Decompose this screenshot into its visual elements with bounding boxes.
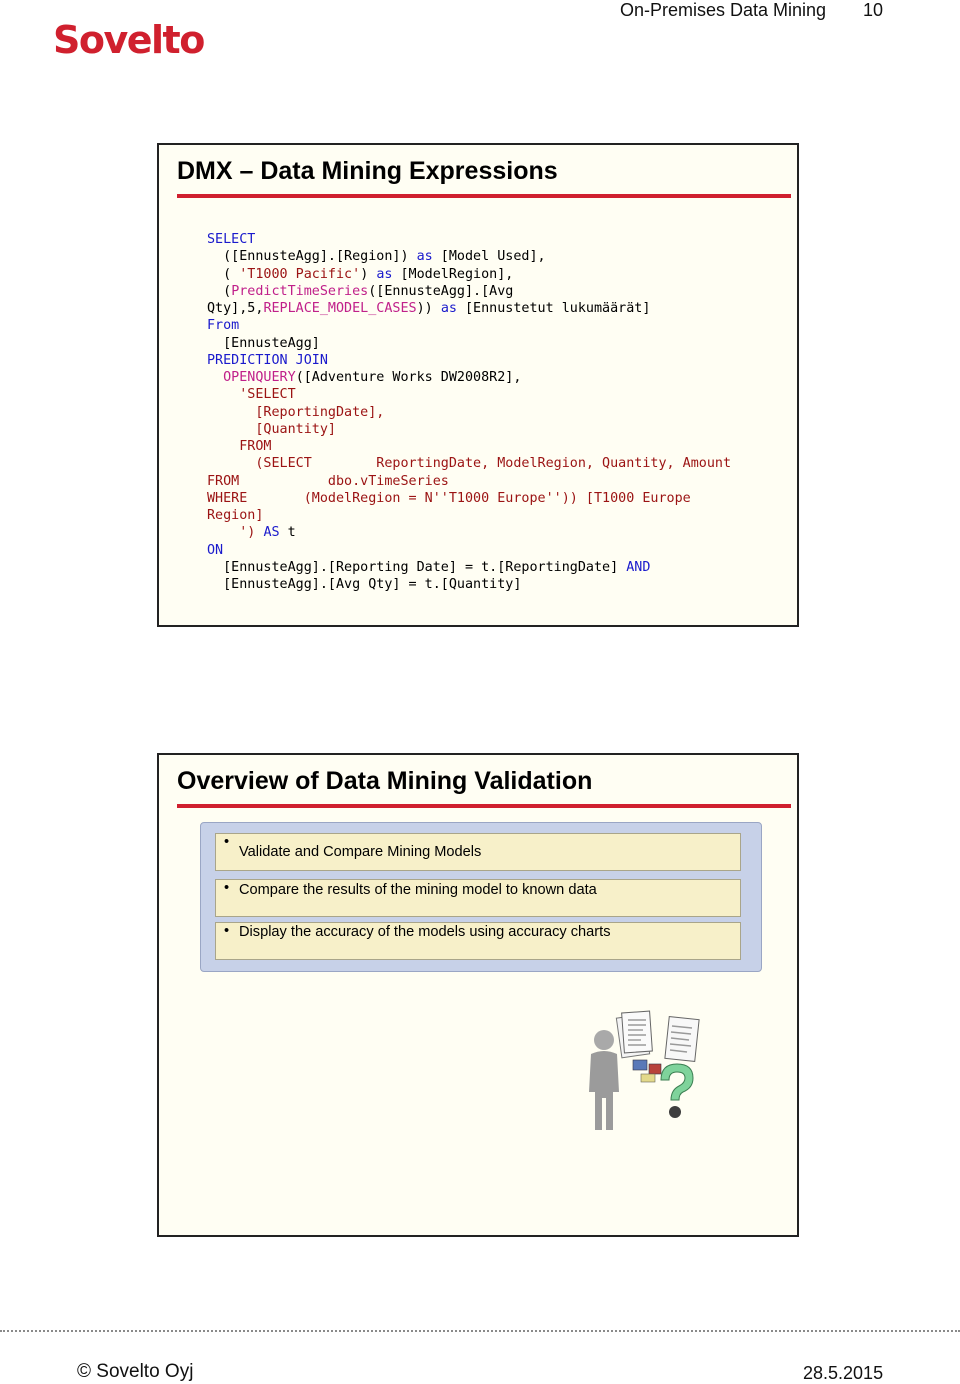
person-icon	[589, 1030, 619, 1130]
code-line: FROM	[207, 439, 272, 454]
code-line: OPENQUERY([Adventure Works DW2008R2],	[223, 370, 522, 385]
code-line: 'SELECT	[207, 387, 296, 403]
slide-dmx	[157, 143, 799, 627]
person-documents-question-icon	[583, 1008, 713, 1138]
dmx-code-block	[207, 231, 731, 593]
code-line: ([EnnusteAgg].[Region]) as [Model Used],	[207, 249, 546, 265]
code-line: SELECT	[207, 232, 256, 247]
code-line: FROM dbo.vTimeSeries	[207, 473, 449, 489]
document-title: On-Premises Data Mining	[620, 0, 827, 20]
slide-title: DMX – Data Mining Expressions	[177, 157, 558, 185]
bullet-item: • Validate and Compare Mining Models	[215, 833, 741, 871]
bullet-panel	[200, 822, 762, 972]
code-line: [EnnusteAgg].[Reporting Date] = t.[ReportingDate] AND	[207, 559, 651, 575]
footer-copyright: © Sovelto Oyj	[77, 1361, 194, 1382]
code-line: PREDICTION JOIN	[207, 352, 328, 368]
bullet-item: • Display the accuracy of the models using accuracy charts	[215, 922, 741, 960]
code-line: [ReportingDate],	[207, 404, 385, 420]
code-line: ON	[207, 542, 224, 558]
question-mark-icon	[661, 1064, 693, 1118]
bullet-item: • Compare the results of the mining model to known data	[215, 879, 741, 917]
page-number: 10	[863, 0, 884, 20]
code-line: (PredictTimeSeries([EnnusteAgg].[Avg	[207, 283, 514, 299]
document-icon	[665, 1017, 699, 1062]
title-underline	[177, 804, 791, 808]
code-line: Region]	[207, 508, 264, 523]
code-line: ( 'T1000 Pacific') as [ModelRegion],	[207, 266, 514, 282]
footer-divider	[0, 1330, 960, 1332]
document-icon	[616, 1011, 652, 1058]
code-line: [Quantity]	[207, 421, 336, 437]
code-line: ') AS t	[207, 525, 296, 541]
code-line: [EnnusteAgg].[Avg Qty] = t.[Quantity]	[207, 577, 522, 592]
code-line: (SELECT ReportingDate, ModelRegion, Quantity, Amount	[207, 456, 732, 472]
code-line: WHERE (ModelRegion = N''T1000 Europe'')) [T1000 Europe	[207, 490, 691, 506]
slide-title: Overview of Data Mining Validation	[177, 767, 593, 795]
footer-date: 28.5.2015	[803, 1363, 884, 1383]
title-underline	[177, 194, 791, 198]
code-line: From	[207, 318, 240, 334]
slide-validation	[157, 753, 799, 1237]
sovelto-logo: Sovelto	[53, 18, 204, 62]
code-line: Qty],5,REPLACE_MODEL_CASES)) as [Ennustetut lukumäärät]	[207, 301, 651, 316]
code-line: [EnnusteAgg]	[207, 335, 320, 351]
